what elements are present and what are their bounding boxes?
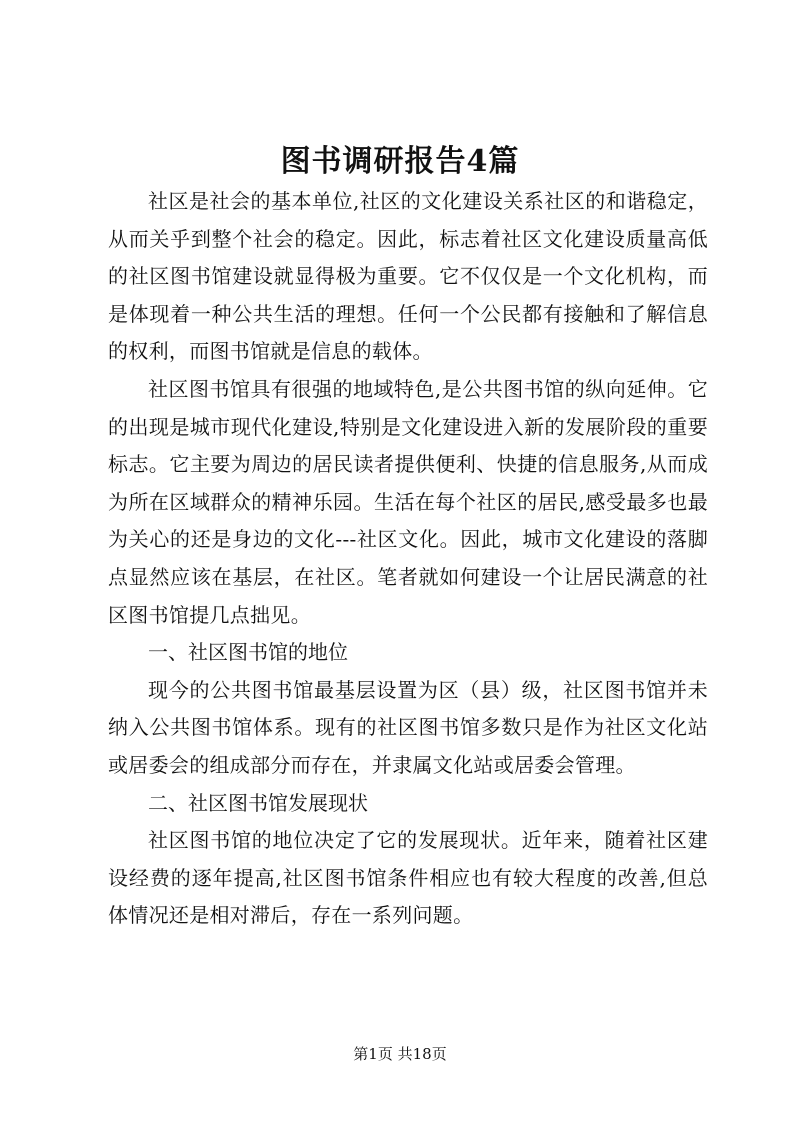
- paragraph-features: 社区图书馆具有很强的地域特色,是公共图书馆的纵向延伸。它的出现是城市现代化建设,特别是文化建设进入新的发展阶段的重要标志。它主要为周边的居民读者提供便利、快捷的信息服务,从而成为所在区域群众的精神乐园。生活在每个社区的居民,感受最多也最为关心的还是身边的文化---社区文化。因此，城市文化建设的落脚点显然应该在基层，在社区。笔者就如何建设一个让居民满意的社区图书馆提几点拙见。: [108, 376, 708, 627]
- paragraph-status: 现今的公共图书馆最基层设置为区（县）级，社区图书馆并未纳入公共图书馆体系。现有的社区图书馆多数只是作为社区文化站或居委会的组成部分而存在，并隶属文化站或居委会管理。: [108, 677, 708, 777]
- paragraph-development: 社区图书馆的地位决定了它的发展现状。近年来，随着社区建设经费的逐年提高,社区图书馆条件相应也有较大程度的改善,但总体情况还是相对滞后，存在一系列问题。: [108, 828, 708, 928]
- section-heading-status: 一、社区图书馆的地位: [148, 640, 348, 665]
- document-body: [108, 183, 708, 935]
- section-heading-development: 二、社区图书馆发展现状: [148, 790, 368, 815]
- paragraph-intro: 社区是社会的基本单位,社区的文化建设关系社区的和谐稳定，从而关乎到整个社会的稳定。因此，标志着社区文化建设质量高低的社区图书馆建设就显得极为重要。它不仅仅是一个文化机构，而是体现着一种公共生活的理想。任何一个公民都有接触和了解信息的权利，而图书馆就是信息的载体。: [108, 189, 708, 364]
- page-footer: 第1页 共18页: [353, 1045, 447, 1063]
- document-title: 图书调研报告4篇: [280, 144, 520, 179]
